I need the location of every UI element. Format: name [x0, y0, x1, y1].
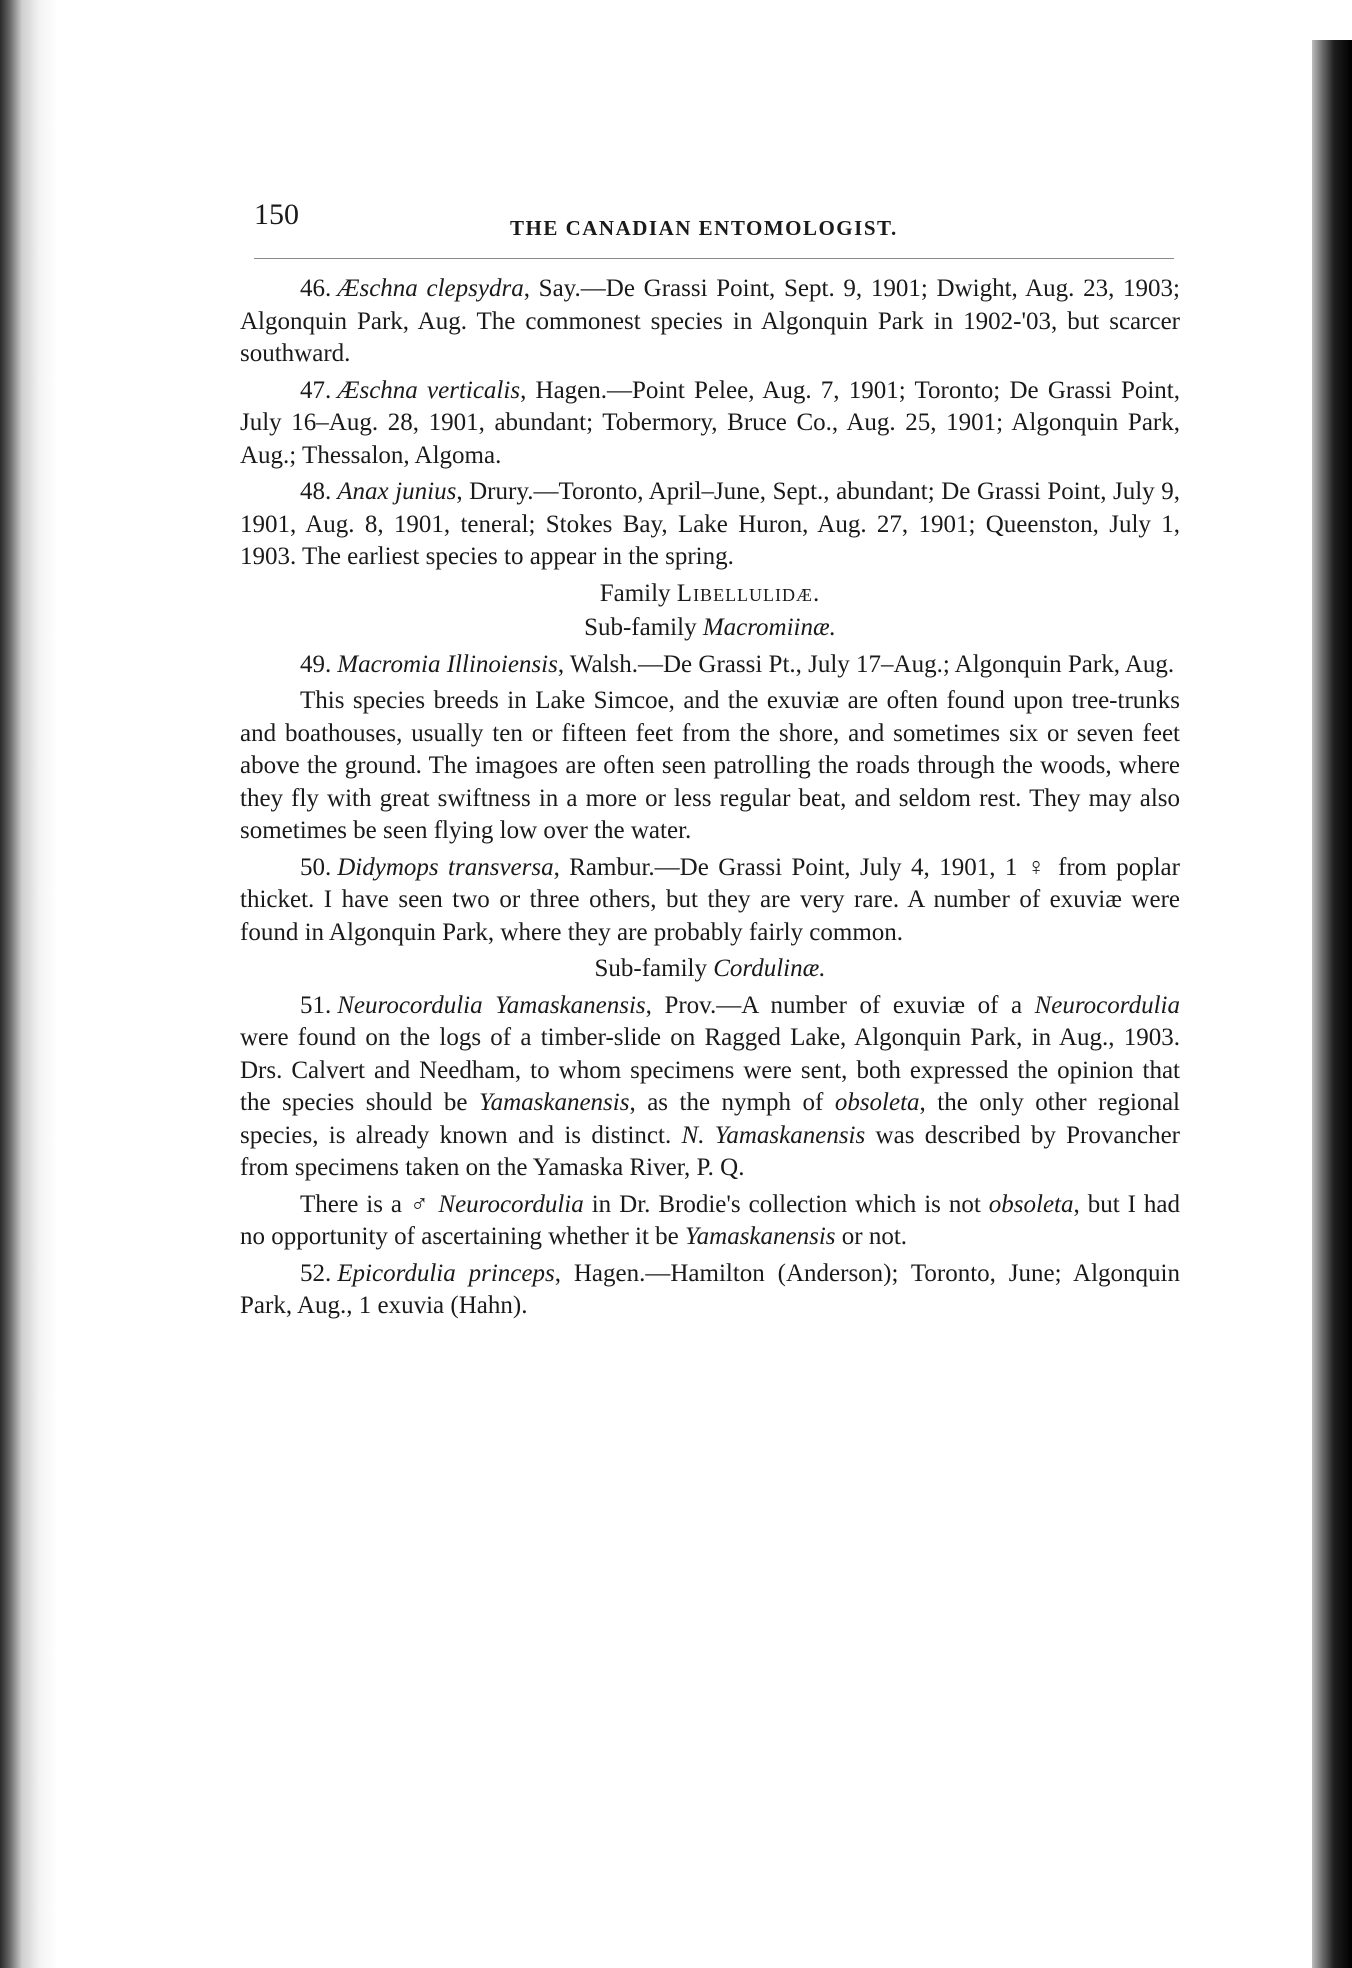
species-name: Didymops transversa	[337, 853, 554, 881]
species-name: Anax junius	[337, 478, 457, 505]
species-name: Neurocordulia Yamaskanensis	[337, 991, 646, 1019]
entry-52: 52. Epicordulia princeps, Hagen.—Hamilton (Anderson); Toronto, June; Algonquin Park, Aug., 1 exuvia (Hahn).	[240, 1259, 1180, 1319]
book-page	[240, 180, 1180, 1327]
entry-49: 49. Macromia Illinoiensis, Walsh.—De Grassi Pt., July 17–Aug.; Algonquin Park, Aug.	[300, 650, 1175, 678]
entry-47: 47. Æschna verticalis, Hagen.—Point Pelee, Aug. 7, 1901; Toronto; De Grassi Point, July 16–Aug. 28, 1901, abundant; Tobermory, Bruce Co., Aug. 25, 1901; Algonquin Park, Aug.; Thessalon, Algoma.	[240, 376, 1180, 469]
entry-49-note: This species breeds in Lake Simcoe, and the exuviæ are often found upon tree-trunks and boathouses, usually ten or fifteen feet from the shore, and sometimes six or seven feet above the ground. The imagoes are often seen patrolling the roads through the woods, where they fly with great swiftness in a more or less regular beat, and seldom rest. They may also sometimes be seen flying low over the water.	[240, 687, 1180, 844]
species-name: Æschna verticalis	[337, 376, 521, 404]
page-header	[240, 180, 1180, 240]
header-rule	[254, 258, 1174, 259]
entry-48: 48. Anax junius, Drury.—Toronto, April–June, Sept., abundant; De Grassi Point, July 9, 1901, Aug. 8, 1901, teneral; Stokes Bay, Lake Huron, Aug. 27, 1901; Queenston, July 1, 1903. The earliest species to appear in the spring.	[240, 478, 1180, 570]
family-heading: Family Libellulidæ.	[599, 579, 821, 607]
page-number: 150	[254, 198, 299, 231]
book-binding-right	[1312, 40, 1352, 1968]
subfamily-heading-macromiinae: Sub-family Macromiinæ.	[584, 614, 836, 641]
entry-46: 46. Æschna clepsydra, Say.—De Grassi Point, Sept. 9, 1901; Dwight, Aug. 23, 1903; Algonquin Park, Aug. The commonest species in Algonquin Park in 1902-'03, but scarcer southward.	[240, 275, 1181, 367]
species-name: Æschna clepsydra	[337, 275, 524, 302]
book-binding-left	[0, 0, 58, 1968]
entry-50: 50. Didymops transversa, Rambur.—De Grassi Point, July 4, 1901, 1 ♀ from poplar thicket. I have seen two or three others, but they are very rare. A number of exuviæ were found in Algonquin Park, where they are probably fairly common.	[240, 853, 1180, 946]
entry-51-note: There is a ♂ Neurocordulia in Dr. Brodie's collection which is not obsoleta, but I had no opportunity of ascertaining whether it be Yamaskanensis or not.	[240, 1190, 1180, 1250]
species-name: Macromia Illinoiensis	[337, 650, 558, 678]
page-body	[240, 273, 1180, 1323]
entry-51: 51. Neurocordulia Yamaskanensis, Prov.—A number of exuviæ of a Neurocordulia were found on the logs of a timber-slide on Ragged Lake, Algonquin Park, in Aug., 1903. Drs. Calvert and Needham, to whom specimens were sent, both expressed the opinion that the species should be Yamaskanensis, as the nymph of obsoleta, the only other regional species, is already known and is distinct. N. Yamaskanensis was described by Provancher from specimens taken on the Yamaska River, P. Q.	[240, 991, 1181, 1181]
species-name: Epicordulia princeps	[337, 1259, 555, 1287]
running-head: THE CANADIAN ENTOMOLOGIST.	[510, 216, 898, 240]
subfamily-heading-cordulinae: Sub-family Cordulinæ.	[594, 955, 826, 982]
